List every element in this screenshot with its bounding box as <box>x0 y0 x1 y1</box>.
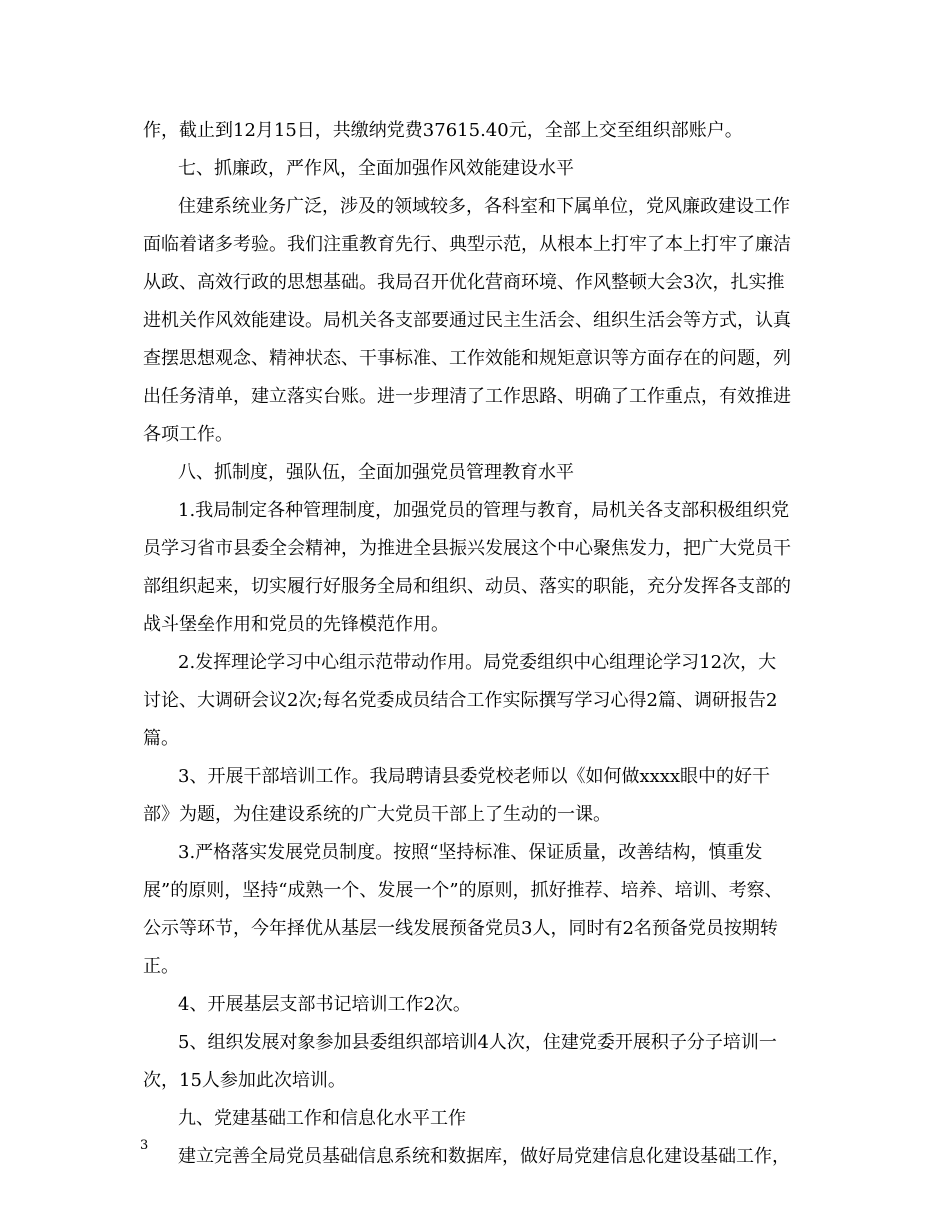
text-line: 部组织起来，切实履行好服务全局和组织、动员、落实的职能，充分发挥各支部的 <box>143 576 791 597</box>
text-line: 3、开展干部培训工作。我局聘请县委党校老师以《如何做xxxx眼中的好干 <box>178 766 771 787</box>
text-line: 查摆思想观念、精神状态、干事标准、工作效能和规矩意识等方面存在的问题，列 <box>143 348 791 369</box>
text-line: 九、党建基础工作和信息化水平工作 <box>178 1108 466 1129</box>
text-line: 进机关作风效能建设。局机关各支部要通过民主生活会、组织生活会等方式，认真 <box>143 310 791 331</box>
page-number: 3 <box>140 1138 149 1153</box>
text-line: 八、抓制度，强队伍，全面加强党员管理教育水平 <box>178 462 574 483</box>
text-line: 战斗堡垒作用和党员的先锋模范作用。 <box>143 614 449 635</box>
text-line: 各项工作。 <box>143 424 233 445</box>
text-line: 作，截止到12月15日，共缴纳党费37615.40元，全部上交至组织部账户。 <box>143 120 743 141</box>
body-text <box>143 112 815 1176</box>
text-line: 公示等环节，今年择优从基层一线发展预备党员3人，同时有2名预备党员按期转 <box>143 918 778 939</box>
text-line: 5、组织发展对象参加县委组织部培训4人次，住建党委开展积子分子培训一 <box>178 1032 777 1053</box>
text-line: 1.我局制定各种管理制度，加强党员的管理与教育，局机关各支部积极组织党 <box>178 500 790 521</box>
text-line: 员学习省市县委全会精神，为推进全县振兴发展这个中心聚焦发力，把广大党员干 <box>143 538 791 559</box>
text-line: 面临着诸多考验。我们注重教育先行、典型示范，从根本上打牢了本上打牢了廉洁 <box>143 234 791 255</box>
text-line: 住建系统业务广泛，涉及的领域较多，各科室和下属单位，党风廉政建设工作 <box>178 196 790 217</box>
text-line: 部》为题，为住建设系统的广大党员干部上了生动的一课。 <box>143 804 611 825</box>
text-line: 七、抓廉政，严作风，全面加强作风效能建设水平 <box>178 158 574 179</box>
text-line: 建立完善全局党员基础信息系统和数据库，做好局党建信息化建设基础工作， <box>178 1146 790 1167</box>
text-line: 2.发挥理论学习中心组示范带动作用。局党委组织中心组理论学习12次，大 <box>178 652 777 673</box>
text-line: 3.严格落实发展党员制度。按照“坚持标准、保证质量，改善结构，慎重发 <box>178 842 763 863</box>
text-line: 从政、高效行政的思想基础。我局召开优化营商环境、作风整顿大会3次，扎实推 <box>143 272 785 293</box>
text-line: 4、开展基层支部书记培训工作2次。 <box>178 994 471 1015</box>
text-line: 展”的原则，坚持“成熟一个、发展一个”的原则，抓好推荐、培养、培训、考察、 <box>143 880 783 901</box>
text-line: 次，15人参加此次培训。 <box>143 1070 346 1091</box>
text-line: 篇。 <box>143 728 179 749</box>
text-line: 出任务清单，建立落实台账。进一步理清了工作思路、明确了工作重点，有效推进 <box>143 386 791 407</box>
text-line: 讨论、大调研会议2次;每名党委成员结合工作实际撰写学习心得2篇、调研报告2 <box>143 690 778 711</box>
text-line: 正。 <box>143 956 179 977</box>
